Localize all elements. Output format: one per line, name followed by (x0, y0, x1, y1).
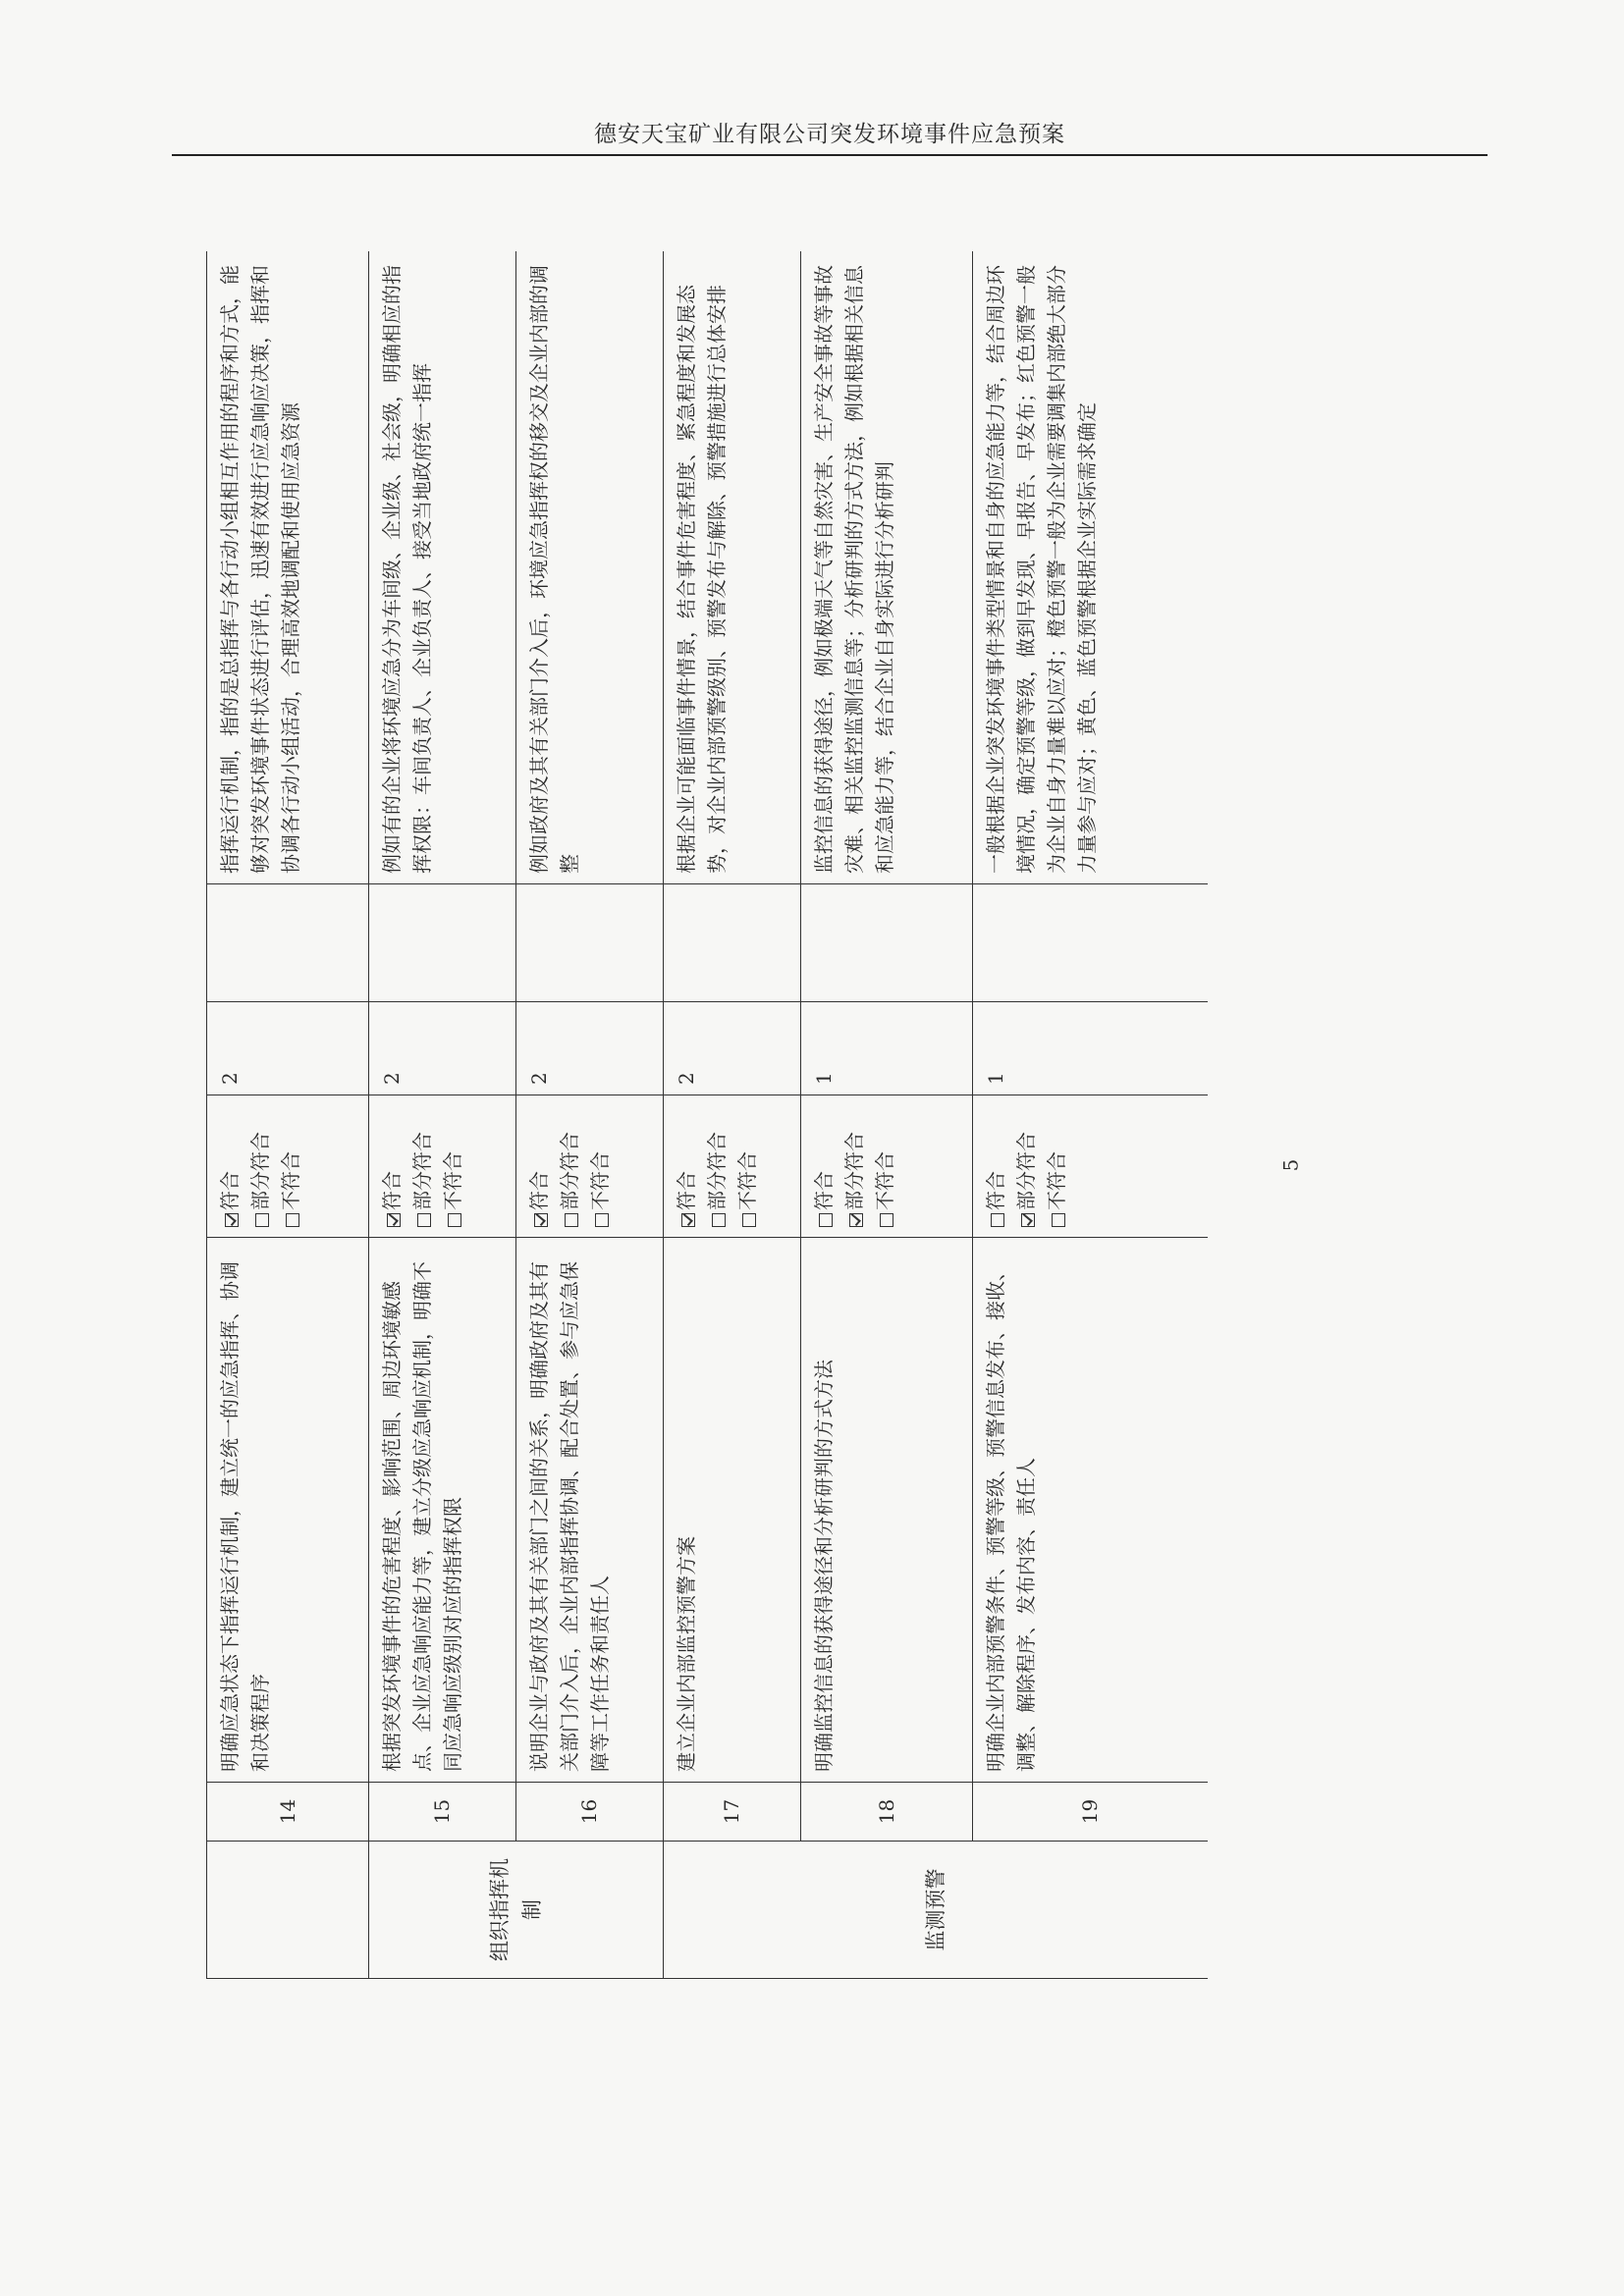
option-partial: 部分符合 (555, 1105, 585, 1227)
score-cell: 2 (207, 1002, 369, 1095)
checked-box-icon (681, 1213, 695, 1227)
remark-cell (664, 884, 801, 1002)
rotated-table-area (206, 251, 1208, 1979)
remark-cell (207, 884, 369, 1002)
checkbox-icon (1052, 1213, 1065, 1227)
remark-cell (801, 884, 973, 1002)
conformity-options (664, 1095, 801, 1238)
option-nonconform: 不符合 (438, 1105, 468, 1227)
checked-box-icon (534, 1213, 548, 1227)
explanation-cell: 根据企业可能面临事件情景，结合事件危害程度、紧急程度和发展态势，对企业内部预警级别、预警发布与解除、预警措施进行总体安排 (664, 251, 801, 884)
row-number: 14 (207, 1783, 369, 1842)
header-rule (172, 154, 1488, 156)
row-number: 15 (369, 1783, 516, 1842)
checkbox-icon (742, 1213, 756, 1227)
table-row (973, 251, 1209, 1979)
checked-box-icon (225, 1213, 239, 1227)
checkbox-icon (448, 1213, 461, 1227)
checkbox-icon (565, 1213, 578, 1227)
explanation-cell: 例如有的企业将环境应急分为车间级、企业级、社会级，明确相应的指挥权限：车间负责人、企业负责人、接受当地政府统一指挥 (369, 251, 516, 884)
table-row (516, 251, 664, 1979)
conformity-options (369, 1095, 516, 1238)
row-number: 17 (664, 1783, 801, 1842)
evaluation-table (206, 251, 1208, 1979)
option-conform: 符合 (377, 1105, 407, 1227)
checkbox-icon (712, 1213, 726, 1227)
table-row (369, 251, 516, 1979)
category-cell-top (207, 1842, 369, 1979)
conformity-options (973, 1095, 1209, 1238)
row-number: 16 (516, 1783, 664, 1842)
checkbox-icon (595, 1213, 609, 1227)
table-row (207, 251, 369, 1979)
requirement-cell: 明确企业内部预警条件、预警等级、预警信息发布、接收、调整、解除程序、发布内容、责任人 (973, 1238, 1209, 1783)
category-cell: 组织指挥机制 (369, 1842, 664, 1979)
score-cell: 2 (516, 1002, 664, 1095)
table-row (664, 251, 801, 1979)
score-cell: 2 (664, 1002, 801, 1095)
checkbox-icon (255, 1213, 269, 1227)
option-conform: 符合 (809, 1105, 839, 1227)
checked-box-icon (387, 1213, 401, 1227)
conformity-options (516, 1095, 664, 1238)
explanation-cell: 监控信息的获得途径，例如极端天气等自然灾害、生产安全事故等事故灾难、相关监控监测信息等；分析研判的方式方法，例如根据相关信息和应急能力等，结合企业自身实际进行分析研判 (801, 251, 973, 884)
remark-cell (516, 884, 664, 1002)
checkbox-icon (991, 1213, 1004, 1227)
requirement-cell: 说明企业与政府及其有关部门之间的关系，明确政府及其有关部门介入后，企业内部指挥协调、配合处置、参与应急保障等工作任务和责任人 (516, 1238, 664, 1783)
option-partial: 部分符合 (702, 1105, 732, 1227)
checkbox-icon (286, 1213, 299, 1227)
explanation-cell: 例如政府及其有关部门介入后，环境应急指挥权的移交及企业内部的调整 (516, 251, 664, 884)
option-partial: 部分符合 (245, 1105, 276, 1227)
document-header: 德安天宝矿业有限公司突发环境事件应急预案 (594, 122, 1065, 147)
option-nonconform: 不符合 (732, 1105, 763, 1227)
score-cell: 1 (801, 1002, 973, 1095)
requirement-cell: 明确应急状态下指挥运行机制，建立统一的应急指挥、协调和决策程序 (207, 1238, 369, 1783)
remark-cell (369, 884, 516, 1002)
option-nonconform: 不符合 (585, 1105, 616, 1227)
option-partial: 部分符合 (407, 1105, 438, 1227)
option-nonconform: 不符合 (870, 1105, 900, 1227)
conformity-options (207, 1095, 369, 1238)
page-number: 5 (1278, 1158, 1303, 1172)
score-cell: 1 (973, 1002, 1209, 1095)
checked-box-icon (1021, 1213, 1035, 1227)
row-number: 19 (973, 1783, 1209, 1842)
row-number: 18 (801, 1783, 973, 1842)
explanation-cell: 一般根据企业突发环境事件类型情景和自身的应急能力等，结合周边环境情况，确定预警等级，做到早发现、早报告、早发布；红色预警一般为企业自身力量难以应对；橙色预警一般为企业需要调集内部绝大部分力量参与应对；黄色、蓝色预警根据企业实际需求确定 (973, 251, 1209, 884)
table-row (801, 251, 973, 1979)
requirement-cell: 根据突发环境事件的危害程度、影响范围、周边环境敏感点、企业应急响应能力等，建立分级应急响应机制，明确不同应急响应级别对应的指挥权限 (369, 1238, 516, 1783)
checked-box-icon (849, 1213, 863, 1227)
remark-cell (973, 884, 1209, 1002)
category-cell: 监测预警 (664, 1842, 1209, 1979)
score-cell: 2 (369, 1002, 516, 1095)
option-conform: 符合 (672, 1105, 702, 1227)
option-conform: 符合 (981, 1105, 1011, 1227)
option-partial: 部分符合 (1011, 1105, 1042, 1227)
option-nonconform: 不符合 (1042, 1105, 1072, 1227)
option-nonconform: 不符合 (276, 1105, 306, 1227)
requirement-cell: 明确监控信息的获得途径和分析研判的方式方法 (801, 1238, 973, 1783)
option-partial: 部分符合 (839, 1105, 870, 1227)
option-conform: 符合 (524, 1105, 555, 1227)
explanation-cell: 指挥运行机制，指的是总指挥与各行动小组相互作用的程序和方式，能够对突发环境事件状态进行评估，迅速有效进行应急响应决策，指挥和协调各行动小组活动，合理高效地调配和使用应急资源 (207, 251, 369, 884)
option-conform: 符合 (215, 1105, 245, 1227)
checkbox-icon (417, 1213, 431, 1227)
checkbox-icon (880, 1213, 893, 1227)
requirement-cell: 建立企业内部监控预警方案 (664, 1238, 801, 1783)
checkbox-icon (819, 1213, 833, 1227)
conformity-options (801, 1095, 973, 1238)
